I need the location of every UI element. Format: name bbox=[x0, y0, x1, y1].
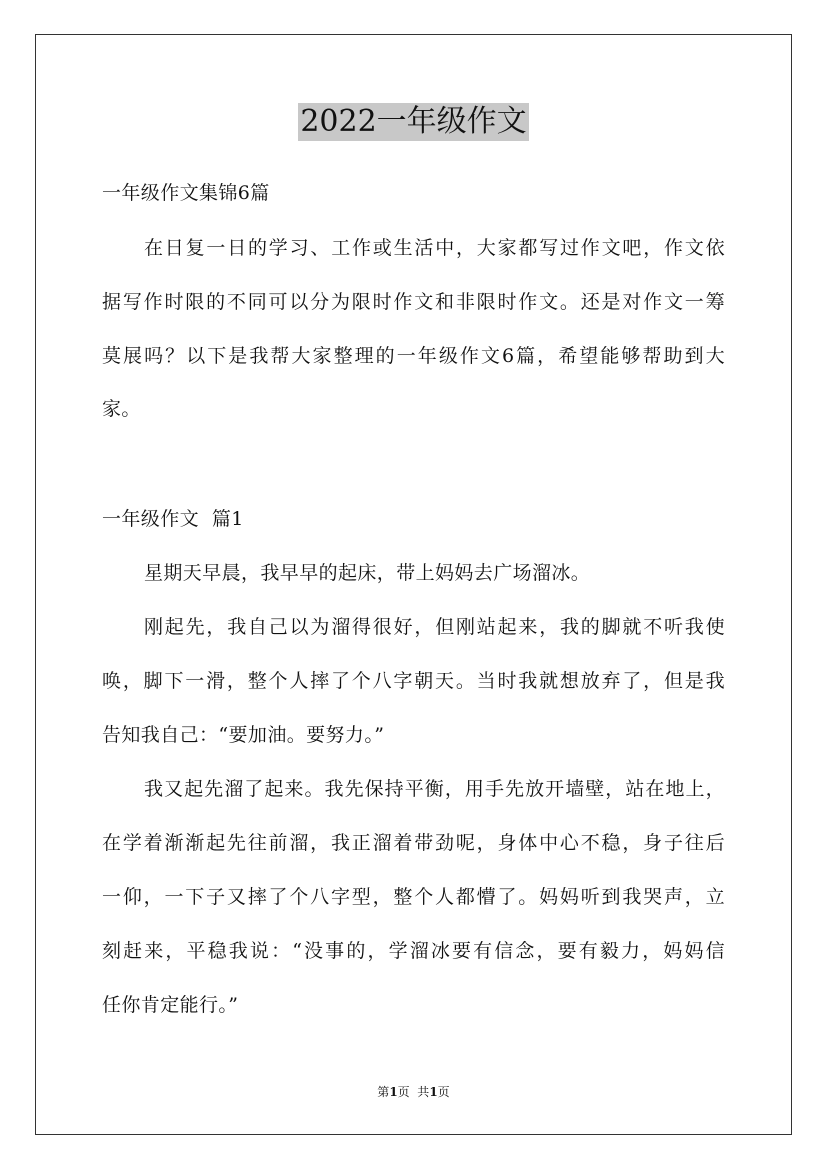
paragraph-line: 在学着渐渐起先往前溜，我正溜着带劲呢，身体中心不稳，身子往后 bbox=[102, 832, 725, 854]
page-number: 1 bbox=[389, 1085, 398, 1099]
paragraph-line: 刻赶来，平稳我说：“没事的，学溜冰要有信念，要有毅力，妈妈信 bbox=[102, 940, 725, 962]
paragraph-line: 星期天早晨，我早早的起床，带上妈妈去广场溜冰。 bbox=[144, 562, 591, 584]
intro-line: 在日复一日的学习、工作或生活中，大家都写过作文吧，作文依 bbox=[144, 237, 725, 259]
intro-line: 据写作时限的不同可以分为限时作文和非限时作文。还是对作文一筹 bbox=[102, 291, 725, 313]
footer-suffix: 页 bbox=[437, 1085, 450, 1099]
document-title: 2022一年级作文 bbox=[300, 104, 527, 139]
paragraph-line: 任你肯定能行。” bbox=[102, 994, 239, 1016]
document-subtitle: 一年级作文集锦6篇 bbox=[102, 182, 270, 204]
paragraph-line: 刚起先，我自己以为溜得很好，但刚站起来，我的脚就不听我使 bbox=[144, 616, 725, 638]
page-footer bbox=[0, 1084, 827, 1100]
intro-line: 莫展吗？以下是我帮大家整理的一年级作文6篇，希望能够帮助到大 bbox=[102, 345, 725, 367]
paragraph-line: 唤，脚下一滑，整个人摔了个八字朝天。当时我就想放弃了，但是我 bbox=[102, 670, 725, 692]
intro-line: 家。 bbox=[102, 398, 141, 420]
paragraph-line: 我又起先溜了起来。我先保持平衡，用手先放开墙壁，站在地上， bbox=[144, 778, 725, 800]
paragraph-line: 告知我自己：“要加油。要努力。” bbox=[102, 724, 385, 746]
total-pages: 1 bbox=[429, 1085, 438, 1099]
paragraph-line: 一仰，一下子又摔了个八字型，整个人都懵了。妈妈听到我哭声，立 bbox=[102, 886, 725, 908]
title-container bbox=[0, 103, 827, 141]
footer-mid: 页 共 bbox=[397, 1085, 430, 1099]
section-heading: 一年级作文 篇1 bbox=[102, 508, 244, 530]
footer-prefix: 第 bbox=[377, 1085, 390, 1099]
